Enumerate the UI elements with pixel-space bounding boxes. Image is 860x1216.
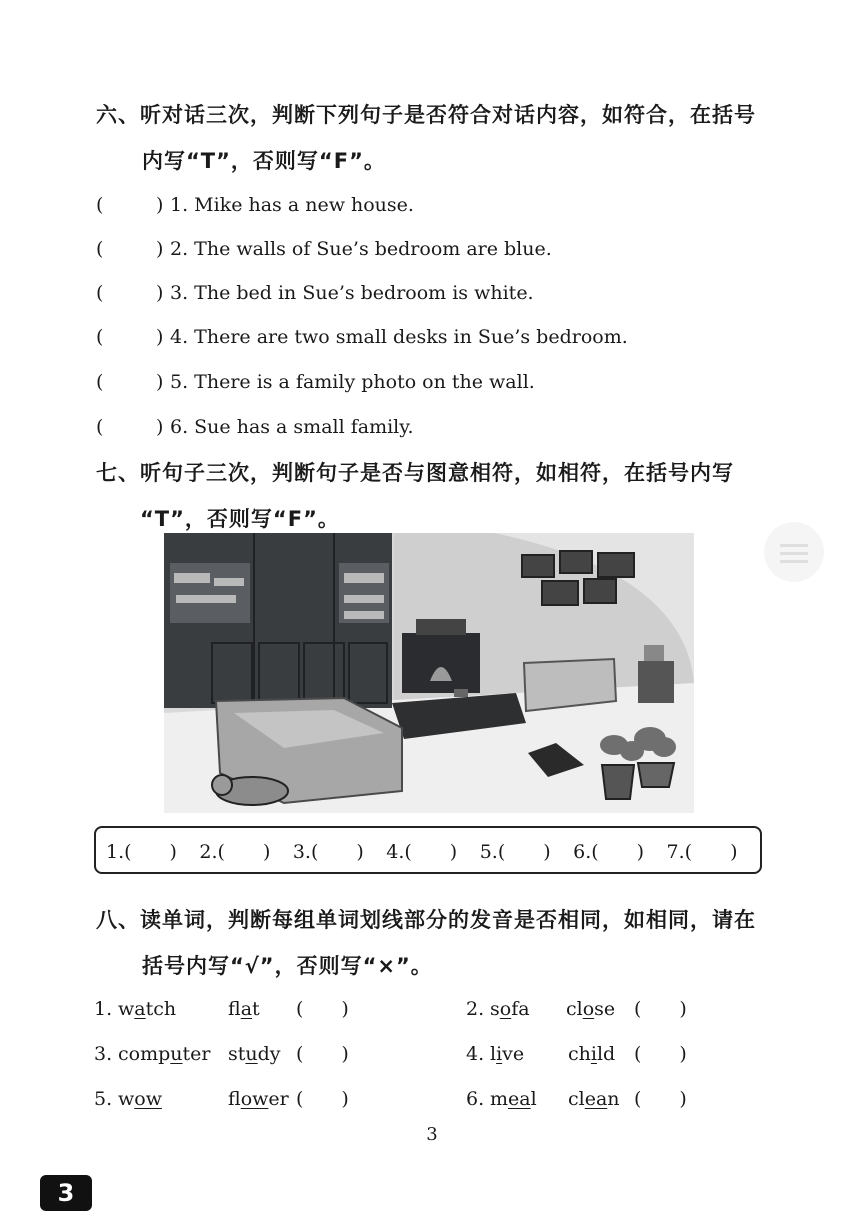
- item-number: 5.: [94, 1088, 113, 1110]
- word-part: st: [228, 1043, 246, 1065]
- section-7-heading-line1: 七、听句子三次，判断句子是否与图意相符，如相符，在括号内写: [96, 461, 734, 485]
- answer-paren-close: ): [156, 238, 164, 260]
- tf-item-2: [96, 234, 552, 264]
- answer-paren[interactable]: ( ): [634, 1043, 687, 1065]
- tf-item-text: 4. There are two small desks in Sue’s bedroom.: [170, 326, 628, 348]
- section-8-heading-line2: 括号内写“√”，否则写“×”。: [142, 954, 433, 978]
- word-part: n: [607, 1088, 620, 1110]
- word-part: ch: [568, 1043, 591, 1065]
- word-2: [568, 1084, 620, 1114]
- underlined-part: ea: [508, 1088, 531, 1110]
- phonics-row-1: [0, 994, 860, 1024]
- answer-paren-open[interactable]: (: [96, 238, 104, 260]
- word-part: ld: [596, 1043, 616, 1065]
- item-number: 4.: [466, 1043, 485, 1065]
- word-part: ve: [502, 1043, 525, 1065]
- word-part: er: [268, 1088, 289, 1110]
- answer-paren-close: ): [156, 416, 164, 438]
- answer-slot-4[interactable]: 4.( ): [386, 840, 458, 863]
- word-part: fl: [228, 1088, 241, 1110]
- answer-paren[interactable]: ( ): [296, 1043, 349, 1065]
- underlined-part: u: [170, 1043, 183, 1065]
- word-part: w: [118, 1088, 135, 1110]
- answer-paren-close: ): [156, 194, 164, 216]
- answer-box: [94, 826, 762, 874]
- phonics-row-2: [0, 1039, 860, 1069]
- answer-paren-close: ): [156, 371, 164, 393]
- answer-paren-close: ): [156, 282, 164, 304]
- section-6-heading: [96, 92, 786, 184]
- underlined-part: a: [240, 998, 253, 1020]
- underlined-part: i: [590, 1043, 597, 1065]
- tf-item-3: [96, 278, 534, 308]
- page-tab: 3: [40, 1175, 92, 1211]
- answer-paren[interactable]: ( ): [296, 998, 349, 1020]
- word-part: comp: [118, 1043, 171, 1065]
- tf-item-6: [96, 412, 414, 442]
- underlined-part: ow: [240, 1088, 269, 1110]
- underlined-part: i: [496, 1043, 503, 1065]
- answer-slot-7[interactable]: 7.( ): [666, 840, 738, 863]
- page-number: 3: [426, 1124, 438, 1145]
- answer-paren-open[interactable]: (: [96, 326, 104, 348]
- word-part: l: [490, 1043, 497, 1065]
- word-1: [490, 994, 530, 1024]
- answer-slot-6[interactable]: 6.( ): [573, 840, 645, 863]
- section-7-heading: [96, 450, 786, 542]
- answer-slot-2[interactable]: 2.( ): [199, 840, 271, 863]
- word-part: cl: [568, 1088, 585, 1110]
- word-1: [118, 994, 176, 1024]
- word-part: s: [490, 998, 500, 1020]
- word-part: ter: [182, 1043, 211, 1065]
- underlined-part: ow: [134, 1088, 162, 1110]
- tf-item-4: [96, 322, 628, 352]
- word-part: w: [118, 998, 135, 1020]
- menu-icon[interactable]: [764, 522, 824, 582]
- section-6-heading-line1: 六、听对话三次，判断下列句子是否符合对话内容，如符合，在括号: [96, 103, 756, 127]
- section-7-heading-line2: “T”，否则写“F”。: [140, 507, 340, 531]
- tf-item-text: 6. Sue has a small family.: [170, 416, 414, 438]
- item-number: 6.: [466, 1088, 485, 1110]
- underlined-part: u: [245, 1043, 258, 1065]
- item-number: 3.: [94, 1043, 113, 1065]
- word-2: [228, 994, 260, 1024]
- word-part: m: [490, 1088, 509, 1110]
- underlined-part: a: [134, 998, 146, 1020]
- answer-paren-open[interactable]: (: [96, 282, 104, 304]
- word-part: se: [594, 998, 616, 1020]
- answer-paren[interactable]: ( ): [296, 1088, 349, 1110]
- word-part: dy: [257, 1043, 281, 1065]
- tf-item-text: 2. The walls of Sue’s bedroom are blue.: [170, 238, 552, 260]
- phonics-row-3: [0, 1084, 860, 1114]
- underlined-part: o: [499, 998, 512, 1020]
- underlined-part: ea: [584, 1088, 608, 1110]
- answer-paren-open[interactable]: (: [96, 194, 104, 216]
- section-8-heading: [96, 897, 786, 989]
- word-2: [228, 1084, 289, 1114]
- item-number: 2.: [466, 998, 485, 1020]
- item-number: 1.: [94, 998, 113, 1020]
- word-part: tch: [145, 998, 177, 1020]
- answer-paren-close: ): [156, 326, 164, 348]
- living-room-photo: [164, 533, 694, 813]
- word-1: [490, 1039, 524, 1069]
- answer-paren-open[interactable]: (: [96, 416, 104, 438]
- tf-item-text: 3. The bed in Sue’s bedroom is white.: [170, 282, 534, 304]
- section-6-heading-line2: 内写“T”，否则写“F”。: [142, 149, 386, 173]
- answer-slot-3[interactable]: 3.( ): [292, 840, 364, 863]
- tf-item-text: 1. Mike has a new house.: [170, 194, 414, 216]
- tf-item-text: 5. There is a family photo on the wall.: [170, 371, 535, 393]
- answer-paren[interactable]: ( ): [634, 998, 687, 1020]
- answer-paren-open[interactable]: (: [96, 371, 104, 393]
- answer-slot-5[interactable]: 5.( ): [479, 840, 551, 863]
- word-1: [118, 1039, 210, 1069]
- word-part: cl: [566, 998, 583, 1020]
- word-2: [566, 994, 615, 1024]
- answer-paren[interactable]: ( ): [634, 1088, 687, 1110]
- word-1: [118, 1084, 162, 1114]
- word-part: fa: [511, 998, 530, 1020]
- word-part: t: [252, 998, 260, 1020]
- tf-item-1: [96, 190, 414, 220]
- word-part: fl: [228, 998, 241, 1020]
- word-part: l: [530, 1088, 537, 1110]
- section-8-heading-line1: 八、读单词，判断每组单词划线部分的发音是否相同，如相同，请在: [96, 908, 756, 932]
- underlined-part: o: [582, 998, 595, 1020]
- word-2: [228, 1039, 281, 1069]
- tf-item-5: [96, 367, 535, 397]
- word-1: [490, 1084, 537, 1114]
- answer-slot-1[interactable]: 1.( ): [106, 840, 177, 863]
- word-2: [568, 1039, 615, 1069]
